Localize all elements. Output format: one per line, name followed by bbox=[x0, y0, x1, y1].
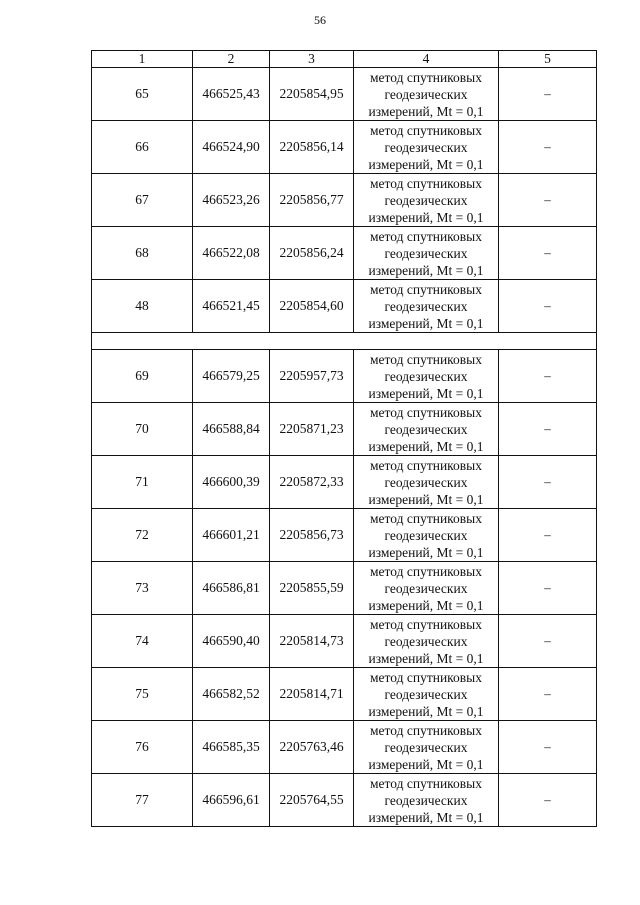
cell-method: метод спутниковых геодезических измерений, Mt = 0,1 bbox=[354, 774, 499, 827]
cell-y-coordinate: 2205854,60 bbox=[270, 280, 354, 333]
table-row bbox=[92, 509, 597, 562]
cell-note: – bbox=[499, 121, 597, 174]
column-header-1: 1 bbox=[92, 51, 193, 68]
cell-point-number: 71 bbox=[92, 456, 193, 509]
cell-y-coordinate: 2205814,73 bbox=[270, 615, 354, 668]
cell-note: – bbox=[499, 668, 597, 721]
cell-x-coordinate: 466579,25 bbox=[193, 350, 270, 403]
table-row bbox=[92, 456, 597, 509]
table-row bbox=[92, 668, 597, 721]
cell-method: метод спутниковых геодезических измерений, Mt = 0,1 bbox=[354, 350, 499, 403]
cell-y-coordinate: 2205957,73 bbox=[270, 350, 354, 403]
cell-note: – bbox=[499, 174, 597, 227]
page-number: 56 bbox=[314, 13, 326, 27]
cell-y-coordinate: 2205856,14 bbox=[270, 121, 354, 174]
cell-x-coordinate: 466600,39 bbox=[193, 456, 270, 509]
cell-method: метод спутниковых геодезических измерений, Mt = 0,1 bbox=[354, 562, 499, 615]
cell-method: метод спутниковых геодезических измерений, Mt = 0,1 bbox=[354, 509, 499, 562]
cell-point-number: 75 bbox=[92, 668, 193, 721]
table-row bbox=[92, 174, 597, 227]
cell-x-coordinate: 466523,26 bbox=[193, 174, 270, 227]
cell-y-coordinate: 2205854,95 bbox=[270, 68, 354, 121]
cell-note: – bbox=[499, 562, 597, 615]
cell-method: метод спутниковых геодезических измерений, Mt = 0,1 bbox=[354, 227, 499, 280]
cell-x-coordinate: 466521,45 bbox=[193, 280, 270, 333]
cell-point-number: 72 bbox=[92, 509, 193, 562]
cell-note: – bbox=[499, 68, 597, 121]
table-row bbox=[92, 562, 597, 615]
cell-method: метод спутниковых геодезических измерений, Mt = 0,1 bbox=[354, 456, 499, 509]
cell-x-coordinate: 466525,43 bbox=[193, 68, 270, 121]
cell-note: – bbox=[499, 615, 597, 668]
cell-method: метод спутниковых геодезических измерений, Mt = 0,1 bbox=[354, 121, 499, 174]
cell-method: метод спутниковых геодезических измерений, Mt = 0,1 bbox=[354, 403, 499, 456]
cell-y-coordinate: 2205856,77 bbox=[270, 174, 354, 227]
cell-x-coordinate: 466582,52 bbox=[193, 668, 270, 721]
cell-point-number: 67 bbox=[92, 174, 193, 227]
cell-method: метод спутниковых геодезических измерений, Mt = 0,1 bbox=[354, 668, 499, 721]
table-row bbox=[92, 721, 597, 774]
cell-note: – bbox=[499, 774, 597, 827]
group-separator-row bbox=[92, 333, 597, 350]
cell-point-number: 68 bbox=[92, 227, 193, 280]
cell-y-coordinate: 2205763,46 bbox=[270, 721, 354, 774]
column-header-4: 4 bbox=[354, 51, 499, 68]
cell-point-number: 65 bbox=[92, 68, 193, 121]
cell-note: – bbox=[499, 509, 597, 562]
cell-x-coordinate: 466601,21 bbox=[193, 509, 270, 562]
cell-method: метод спутниковых геодезических измерений, Mt = 0,1 bbox=[354, 174, 499, 227]
column-header-3: 3 bbox=[270, 51, 354, 68]
cell-point-number: 48 bbox=[92, 280, 193, 333]
cell-method: метод спутниковых геодезических измерений, Mt = 0,1 bbox=[354, 68, 499, 121]
column-header-2: 2 bbox=[193, 51, 270, 68]
cell-note: – bbox=[499, 456, 597, 509]
cell-note: – bbox=[499, 350, 597, 403]
table-row bbox=[92, 68, 597, 121]
cell-note: – bbox=[499, 280, 597, 333]
table-row bbox=[92, 227, 597, 280]
cell-y-coordinate: 2205871,23 bbox=[270, 403, 354, 456]
cell-x-coordinate: 466524,90 bbox=[193, 121, 270, 174]
cell-method: метод спутниковых геодезических измерений, Mt = 0,1 bbox=[354, 280, 499, 333]
cell-y-coordinate: 2205856,24 bbox=[270, 227, 354, 280]
table-row bbox=[92, 121, 597, 174]
group-separator-cell bbox=[92, 333, 597, 350]
table-row bbox=[92, 280, 597, 333]
cell-x-coordinate: 466588,84 bbox=[193, 403, 270, 456]
cell-y-coordinate: 2205814,71 bbox=[270, 668, 354, 721]
cell-method: метод спутниковых геодезических измерений, Mt = 0,1 bbox=[354, 721, 499, 774]
column-header-5: 5 bbox=[499, 51, 597, 68]
cell-note: – bbox=[499, 721, 597, 774]
cell-x-coordinate: 466522,08 bbox=[193, 227, 270, 280]
table-body bbox=[92, 68, 597, 827]
table-row bbox=[92, 350, 597, 403]
coordinates-table bbox=[91, 50, 597, 827]
cell-point-number: 74 bbox=[92, 615, 193, 668]
cell-x-coordinate: 466585,35 bbox=[193, 721, 270, 774]
table-row bbox=[92, 615, 597, 668]
cell-x-coordinate: 466590,40 bbox=[193, 615, 270, 668]
table-row bbox=[92, 403, 597, 456]
cell-method: метод спутниковых геодезических измерений, Mt = 0,1 bbox=[354, 615, 499, 668]
cell-point-number: 70 bbox=[92, 403, 193, 456]
cell-point-number: 66 bbox=[92, 121, 193, 174]
cell-point-number: 73 bbox=[92, 562, 193, 615]
cell-point-number: 69 bbox=[92, 350, 193, 403]
cell-point-number: 76 bbox=[92, 721, 193, 774]
cell-x-coordinate: 466586,81 bbox=[193, 562, 270, 615]
table-header-row bbox=[92, 51, 597, 68]
cell-note: – bbox=[499, 227, 597, 280]
cell-y-coordinate: 2205856,73 bbox=[270, 509, 354, 562]
cell-y-coordinate: 2205855,59 bbox=[270, 562, 354, 615]
table-row bbox=[92, 774, 597, 827]
cell-y-coordinate: 2205764,55 bbox=[270, 774, 354, 827]
cell-x-coordinate: 466596,61 bbox=[193, 774, 270, 827]
cell-note: – bbox=[499, 403, 597, 456]
cell-point-number: 77 bbox=[92, 774, 193, 827]
cell-y-coordinate: 2205872,33 bbox=[270, 456, 354, 509]
